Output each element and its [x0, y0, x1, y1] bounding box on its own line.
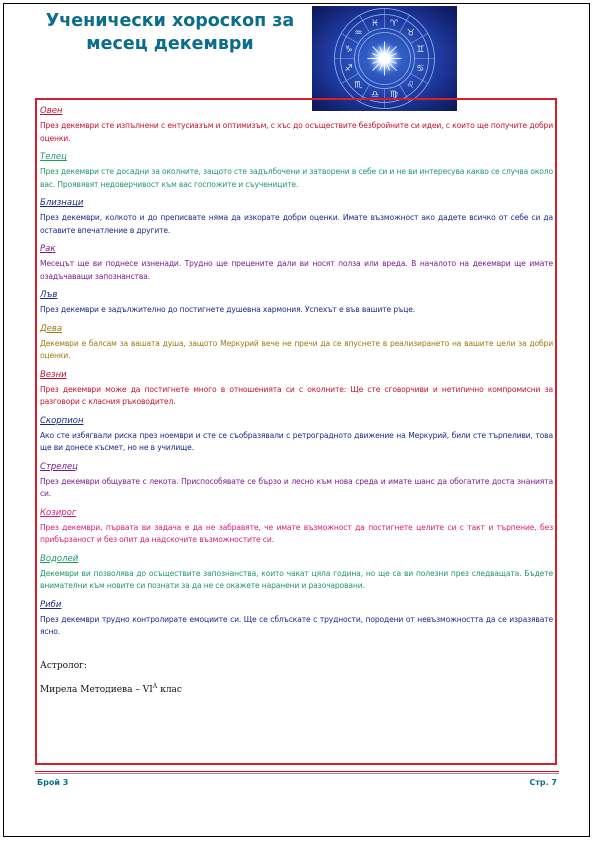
- sign-entry-2: [40, 151, 553, 191]
- zodiac-glyph-icon: ♊: [416, 44, 425, 55]
- sign-entry-9: [40, 461, 553, 501]
- sign-name: Везни: [40, 369, 67, 380]
- page-number: Стр. 7: [529, 778, 557, 787]
- sign-text: През декември, колкото и до преписвате няма да изкорате добри оценки. Имате възможност ако дадете всичко от себе си да оставите впечатление в другите.: [40, 213, 553, 235]
- zodiac-glyph-icon: ♉: [406, 28, 415, 39]
- astrologer-label: Астролог:: [40, 661, 87, 671]
- sign-text: Декември ви позволява до осъществите запознанства, които чакат цяла година, но ще са ви полезни през следващата. Бъдете внимателни към новите си познати за да не се окажете наранени и разочаровани.: [40, 568, 553, 590]
- sign-entry-12: [40, 599, 553, 639]
- zodiac-glyph-icon: ♌: [406, 80, 415, 91]
- zodiac-wheel-icon: [312, 6, 457, 111]
- astrologer-name-text: Мирела Методиева – VI: [40, 685, 153, 695]
- sign-entry-5: [40, 289, 553, 317]
- sign-entry-1: [40, 105, 553, 145]
- zodiac-glyph-icon: ♍: [390, 90, 399, 101]
- title-line-1: Ученически хороскоп за: [45, 11, 295, 31]
- sign-name: Скорпион: [40, 415, 84, 426]
- zodiac-glyph-icon: ♈: [390, 18, 399, 29]
- sign-entry-3: [40, 197, 553, 237]
- sign-name: Стрелец: [40, 461, 78, 472]
- zodiac-glyph-icon: ♋: [416, 64, 425, 75]
- sign-text: Ако сте избягвали риска през ноември и сте се съобразявали с ретроградното движение на Меркурий, били сте търпеливи, това ще ви донесе късмет, но не в училище.: [40, 430, 553, 452]
- sign-text: Месецът ще ви поднесе изненади. Трудно ще прецените дали ви носят полза или вреда. В началото на декември ще имате озадъчаващи запознанства.: [40, 259, 553, 281]
- sign-text: През декември общувате с лекота. Приспособявате се бързо и лесно към нова среда и имате шанс да обогатите доста знанията си.: [40, 476, 553, 498]
- sign-text: През декември трудно контролирате емоциите си. Ще се сблъскате с трудности, породени от невъзможността да се изразявате ясно.: [40, 614, 553, 636]
- sign-name: Близнаци: [40, 198, 84, 208]
- sign-name: Дева: [40, 323, 63, 334]
- zodiac-glyph-icon: ♓: [370, 18, 379, 29]
- sign-name: Рак: [40, 244, 56, 254]
- footer-divider-thin: [35, 773, 559, 774]
- sign-entry-4: [40, 243, 553, 283]
- sign-name: Лъв: [40, 290, 58, 300]
- sign-name: Водолей: [40, 553, 79, 564]
- sign-name: Телец: [40, 152, 67, 162]
- sign-entry-10: [40, 507, 553, 547]
- zodiac-glyph-icon: ♏: [354, 80, 363, 91]
- zodiac-glyph-icon: ♑: [344, 44, 353, 55]
- issue-number: Брой 3: [37, 778, 69, 787]
- sign-name: Козирог: [40, 507, 77, 518]
- zodiac-glyph-icon: ♒: [354, 28, 363, 39]
- page-title: [40, 10, 300, 56]
- horoscope-entries: [40, 103, 553, 639]
- sign-text: През декември сте изпълнени с ентусиазъм и оптимизъм, с хъс до осъществите безбройните си идеи, с които ще получите добри оценки.: [40, 121, 553, 143]
- sign-text: През декември сте досадни за околните, защото сте задълбочени и затворени в себе си и не ви интересува какво се случва около вас. Проявявят недоверчивост към вас госпожите и съучениците.: [40, 167, 553, 189]
- sign-name: Овен: [40, 106, 63, 116]
- title-line-2: месец декември: [86, 34, 254, 54]
- sign-text: През декември може да постигнете много в отношенията си с околните: Ще сте сговорчиви и нетипично компромисни за разговори с класния ръководител.: [40, 384, 553, 406]
- sign-name: Риби: [40, 599, 62, 610]
- sign-entry-11: [40, 553, 553, 593]
- footer-divider: [35, 771, 559, 772]
- sign-text: През декември е задължително до постигнете душевна хармония. Успехът е във вашите ръце.: [40, 305, 415, 314]
- sign-entry-6: [40, 323, 553, 363]
- sign-entry-7: [40, 369, 553, 409]
- zodiac-glyph-icon: ♐: [344, 64, 353, 75]
- class-letter: А: [152, 683, 158, 690]
- sign-text: Декември е балсам за вашата душа, защото Меркурий вече не пречи да се впуснете в реализирането на вашите цели за добри оценки.: [40, 338, 553, 360]
- astrologer-name: [40, 683, 182, 695]
- sign-entry-8: [40, 415, 553, 455]
- zodiac-glyph-icon: ♎: [370, 90, 379, 101]
- sign-text: През декември, първата ви задача е да не забравяте, че имате възможност да постигнете целите си с такт и търпение, без прибързаност и без опит да надскочите възможностите си.: [40, 522, 553, 544]
- class-word: клас: [160, 685, 182, 695]
